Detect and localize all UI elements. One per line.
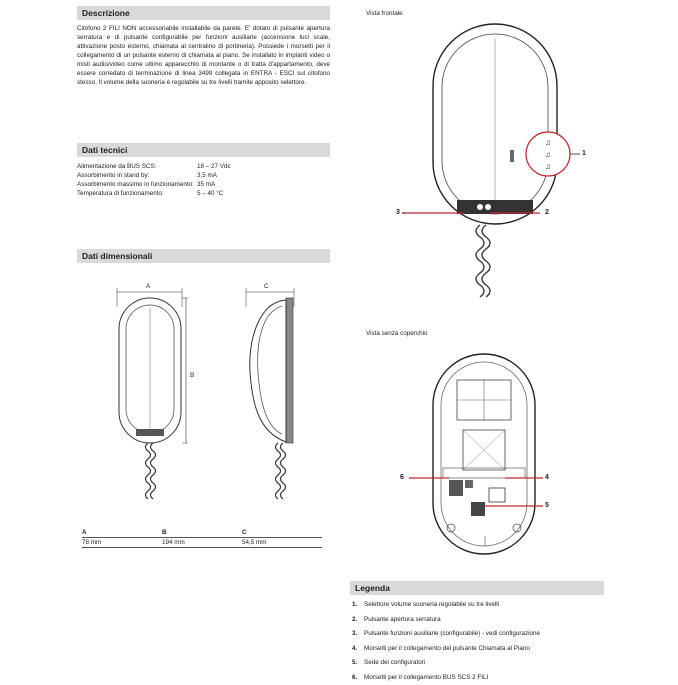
caption-vista-senza-coperchio: Vista senza coperchio [366,330,428,337]
section-header-legenda: Legenda [350,581,604,595]
side-dimension-drawing [238,282,308,512]
table-row: 78 mm 194 mm 54,5 mm [82,538,322,548]
legend-item: 1. Selettore volume suoneria regolabile su tre livelli [352,598,606,613]
table-header-row: A B C [82,528,322,538]
callout-5: 5 [545,502,549,509]
front-view-drawing [390,20,590,310]
front-dimension-drawing [100,282,200,512]
tech-data-list [77,162,330,198]
tech-row: Alimentazione da BUS SCS: 18 – 27 Vdc [77,162,330,171]
callout-4: 4 [545,474,549,481]
callout-2: 2 [545,209,549,216]
caption-vista-frontale: Vista frontale [366,10,403,17]
dimension-label-c: C [264,283,269,290]
dimension-label-a: A [146,283,150,290]
dimensions-table [82,528,322,548]
callout-1: 1 [582,150,586,157]
dimension-label-b: B [190,372,194,379]
legend-list [352,598,606,685]
svg-text:♫: ♫ [545,138,551,147]
tech-row: Assorbimento in stand by: 3,5 mA [77,171,330,180]
tech-row: Temperatura di funzionamento: 5 – 40 °C [77,189,330,198]
legend-item: 5. Sede dei configuratori [352,656,606,671]
callout-6: 6 [400,474,404,481]
svg-text:♫: ♫ [545,150,551,159]
section-header-dati-dimensionali: Dati dimensionali [77,249,330,263]
legend-item: 6. Morsetti per il collegamento BUS SCS 2 FILI [352,671,606,685]
tech-row: Assorbimento massimo in funzionamento: 35 mA [77,180,330,189]
legend-item: 4. Morsetti per il collegamento del pulsante Chiamata al Piano [352,642,606,657]
callout-3: 3 [396,209,400,216]
inside-view-drawing [405,350,565,560]
description-text: Citofono 2 FILI NON accessoriabile installabile da parete. E' dotato di pulsante apertura serratura e di pulsante configurabile per funzioni ausiliarie (accensione luci scale, attivazione posto esterno, chiamata al centralino di portineria). Possiede i morsetti per il collegamento di un pulsante esterno di chiamata al piano. Se installato in impianti video o misti audio/video come ultimo apparecchio di montante o di tratta d'appartamento, deve essere corredato di terminazione di linea 3499 collegata in ENTRA - ESCI sul citofono stesso. Il volume della suoneria è regolabile su tre livelli tramite apposito selettore. [77,24,330,87]
section-header-descrizione: Descrizione [77,6,330,20]
svg-text:♫: ♫ [545,162,551,171]
section-header-dati-tecnici: Dati tecnici [77,143,330,157]
legend-item: 2. Pulsante apertura serratura [352,613,606,628]
legend-item: 3. Pulsante funzioni ausiliarie (configurabile) - vedi configurazione [352,627,606,642]
